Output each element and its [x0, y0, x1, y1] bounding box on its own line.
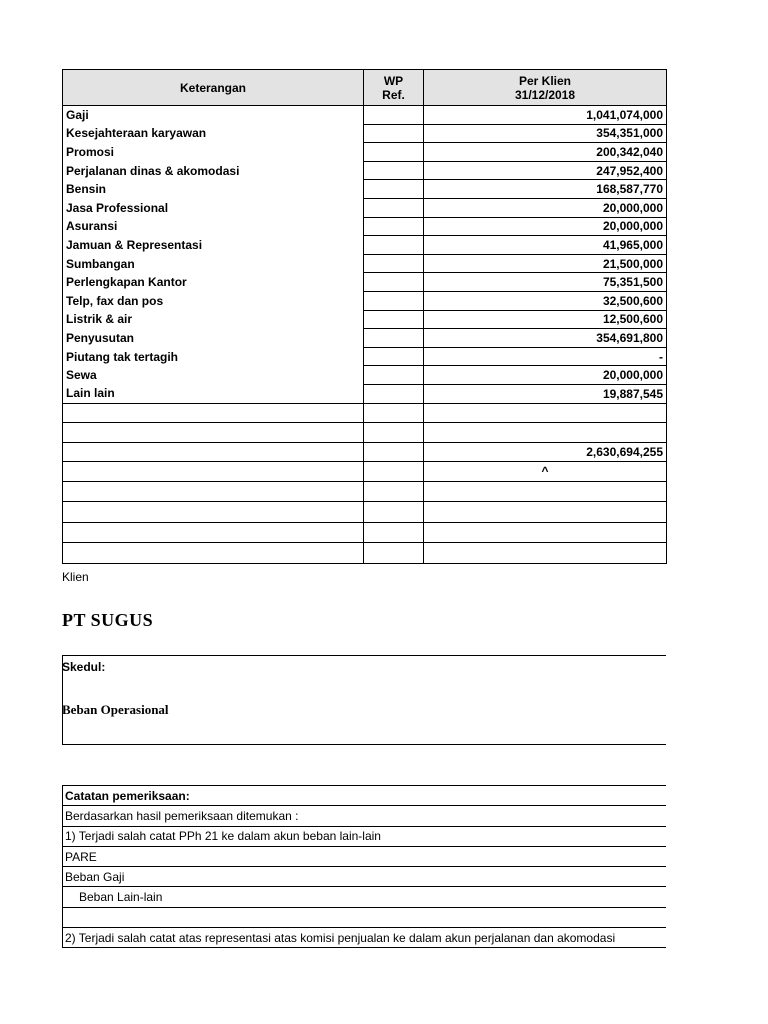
audit-notes: [62, 785, 666, 948]
table-row: [63, 106, 667, 125]
row-amount: 354,691,800: [424, 329, 667, 348]
row-amount: 168,587,770: [424, 180, 667, 199]
row-ref: [364, 143, 424, 162]
table-row: [63, 366, 667, 385]
total-row: [63, 442, 667, 462]
tick-mark: ^: [424, 462, 667, 482]
blank-row: [63, 423, 667, 443]
row-amount: 20,000,000: [424, 198, 667, 217]
row-amount: 32,500,600: [424, 291, 667, 310]
row-amount: 12,500,600: [424, 310, 667, 329]
row-label: Sumbangan: [63, 254, 364, 273]
row-label: Perjalanan dinas & akomodasi: [63, 161, 364, 180]
header-row: [63, 70, 667, 106]
row-ref: [364, 310, 424, 329]
row-ref: [364, 329, 424, 348]
row-ref: [364, 217, 424, 236]
header-wp-ref: WP Ref.: [364, 70, 424, 106]
row-label: Jasa Professional: [63, 198, 364, 217]
table-row: [63, 143, 667, 162]
row-label: Kesejahteraan karyawan: [63, 124, 364, 143]
tick-row: [63, 462, 667, 482]
row-label: Sewa: [63, 366, 364, 385]
header-per-klien: Per Klien 31/12/2018: [424, 70, 667, 106]
row-ref: [364, 198, 424, 217]
journal-debit: Beban Gaji: [63, 867, 667, 887]
table-row: [63, 198, 667, 217]
table-row: [63, 236, 667, 255]
table-row: [63, 217, 667, 236]
row-amount: 200,342,040: [424, 143, 667, 162]
row-label: Perlengkapan Kantor: [63, 273, 364, 292]
company-name: PT SUGUS: [62, 610, 154, 630]
header-keterangan: Keterangan: [63, 70, 364, 106]
blank-row: [63, 481, 667, 502]
row-amount: 41,965,000: [424, 236, 667, 255]
schedule-name: Beban Operasional: [62, 702, 169, 717]
table-row: [63, 124, 667, 143]
blank-row: [63, 522, 667, 543]
row-ref: [364, 273, 424, 292]
blank-row: [63, 502, 667, 523]
blank-row: [63, 543, 667, 564]
journal-credit: Beban Lain-lain: [63, 887, 667, 907]
row-label: Jamuan & Representasi: [63, 236, 364, 255]
divider: [62, 655, 666, 656]
row-ref: [364, 347, 424, 366]
row-label: Gaji: [63, 106, 364, 125]
row-ref: [364, 180, 424, 199]
row-label: Listrik & air: [63, 310, 364, 329]
finding-1: 1) Terjadi salah catat PPh 21 ke dalam akun beban lain-lain: [63, 826, 667, 846]
row-ref: [364, 106, 424, 125]
total-amount: 2,630,694,255: [424, 442, 667, 462]
row-ref: [364, 366, 424, 385]
table-row: [63, 291, 667, 310]
row-amount: -: [424, 347, 667, 366]
client-label: Klien: [62, 570, 89, 584]
table-row: [63, 329, 667, 348]
row-ref: [364, 124, 424, 143]
row-amount: 21,500,000: [424, 254, 667, 273]
table-row: [63, 384, 667, 403]
table-row: [63, 254, 667, 273]
row-label: Lain lain: [63, 384, 364, 403]
finding-2: 2) Terjadi salah catat atas representasi atas komisi penjualan ke dalam akun perjalanan dan akomodasi: [63, 928, 667, 948]
pare-label: PARE: [63, 846, 667, 866]
row-amount: 354,351,000: [424, 124, 667, 143]
table-row: [63, 347, 667, 366]
row-ref: [364, 236, 424, 255]
table-row: [63, 161, 667, 180]
blank-note-row: [63, 907, 667, 927]
row-amount: 247,952,400: [424, 161, 667, 180]
table-row: [63, 273, 667, 292]
table-row: [63, 310, 667, 329]
notes-title: Catatan pemeriksaan:: [63, 786, 667, 806]
notes-intro: Berdasarkan hasil pemeriksaan ditemukan :: [63, 806, 667, 826]
schedule-label: Skedul:: [62, 660, 106, 674]
row-ref: [364, 291, 424, 310]
divider: [62, 744, 666, 745]
row-amount: 20,000,000: [424, 366, 667, 385]
row-ref: [364, 161, 424, 180]
row-label: Asuransi: [63, 217, 364, 236]
row-label: Piutang tak tertagih: [63, 347, 364, 366]
row-label: Telp, fax dan pos: [63, 291, 364, 310]
row-amount: 1,041,074,000: [424, 106, 667, 125]
row-amount: 19,887,545: [424, 384, 667, 403]
row-label: Penyusutan: [63, 329, 364, 348]
expense-table: [62, 69, 667, 564]
row-amount: 20,000,000: [424, 217, 667, 236]
row-ref: [364, 384, 424, 403]
row-label: Promosi: [63, 143, 364, 162]
table-row: [63, 180, 667, 199]
row-amount: 75,351,500: [424, 273, 667, 292]
blank-row: [63, 403, 667, 423]
row-label: Bensin: [63, 180, 364, 199]
row-ref: [364, 254, 424, 273]
